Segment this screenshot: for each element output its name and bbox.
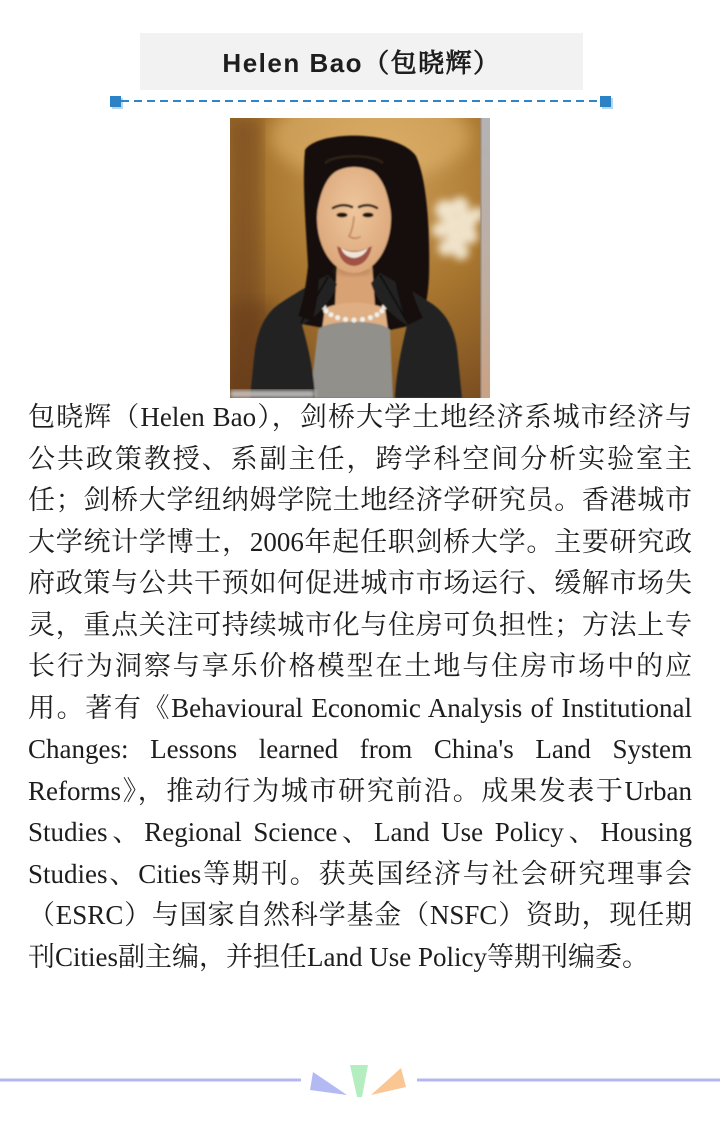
divider-handle-right-icon xyxy=(600,96,611,107)
footer-divider-icon xyxy=(0,1052,720,1112)
dashed-divider xyxy=(110,96,611,107)
portrait-image xyxy=(230,118,490,398)
page-title: Helen Bao（包晓辉） xyxy=(222,48,501,78)
bio-paragraph: 包晓辉（Helen Bao），剑桥大学土地经济系城市经济与公共政策教授、系副主任，跨学科空间分析实验室主任；剑桥大学纽纳姆学院土地经济学研究员。香港城市大学统计学博士，2006年起任职剑桥大学。主要研究政府政策与公共干预如何促进城市市场运行、缓解市场失灵，重点关注可持续城市化与住房可负担性；方法上专长行为洞察与享乐价格模型在土地与住房市场中的应用。著有《Behavioural Economic Analysis of Institutional Changes: Lessons learned from China's Land System Reforms》，推动行为城市研究前沿。成果发表于Urban Studies、Regional Science、Land Use Policy、Housing Studies、Cities等期刊。获英国经济与社会研究理事会（ESRC）与国家自然科学基金（NSFC）资助，现任期刊Cities副主编，并担任Land Use Policy等期刊编委。 xyxy=(28,402,692,972)
footer-ornament xyxy=(0,1052,720,1112)
portrait-photo xyxy=(230,118,490,398)
dashed-line xyxy=(121,100,600,102)
divider-handle-left-icon xyxy=(110,96,121,107)
title-banner xyxy=(140,33,583,90)
